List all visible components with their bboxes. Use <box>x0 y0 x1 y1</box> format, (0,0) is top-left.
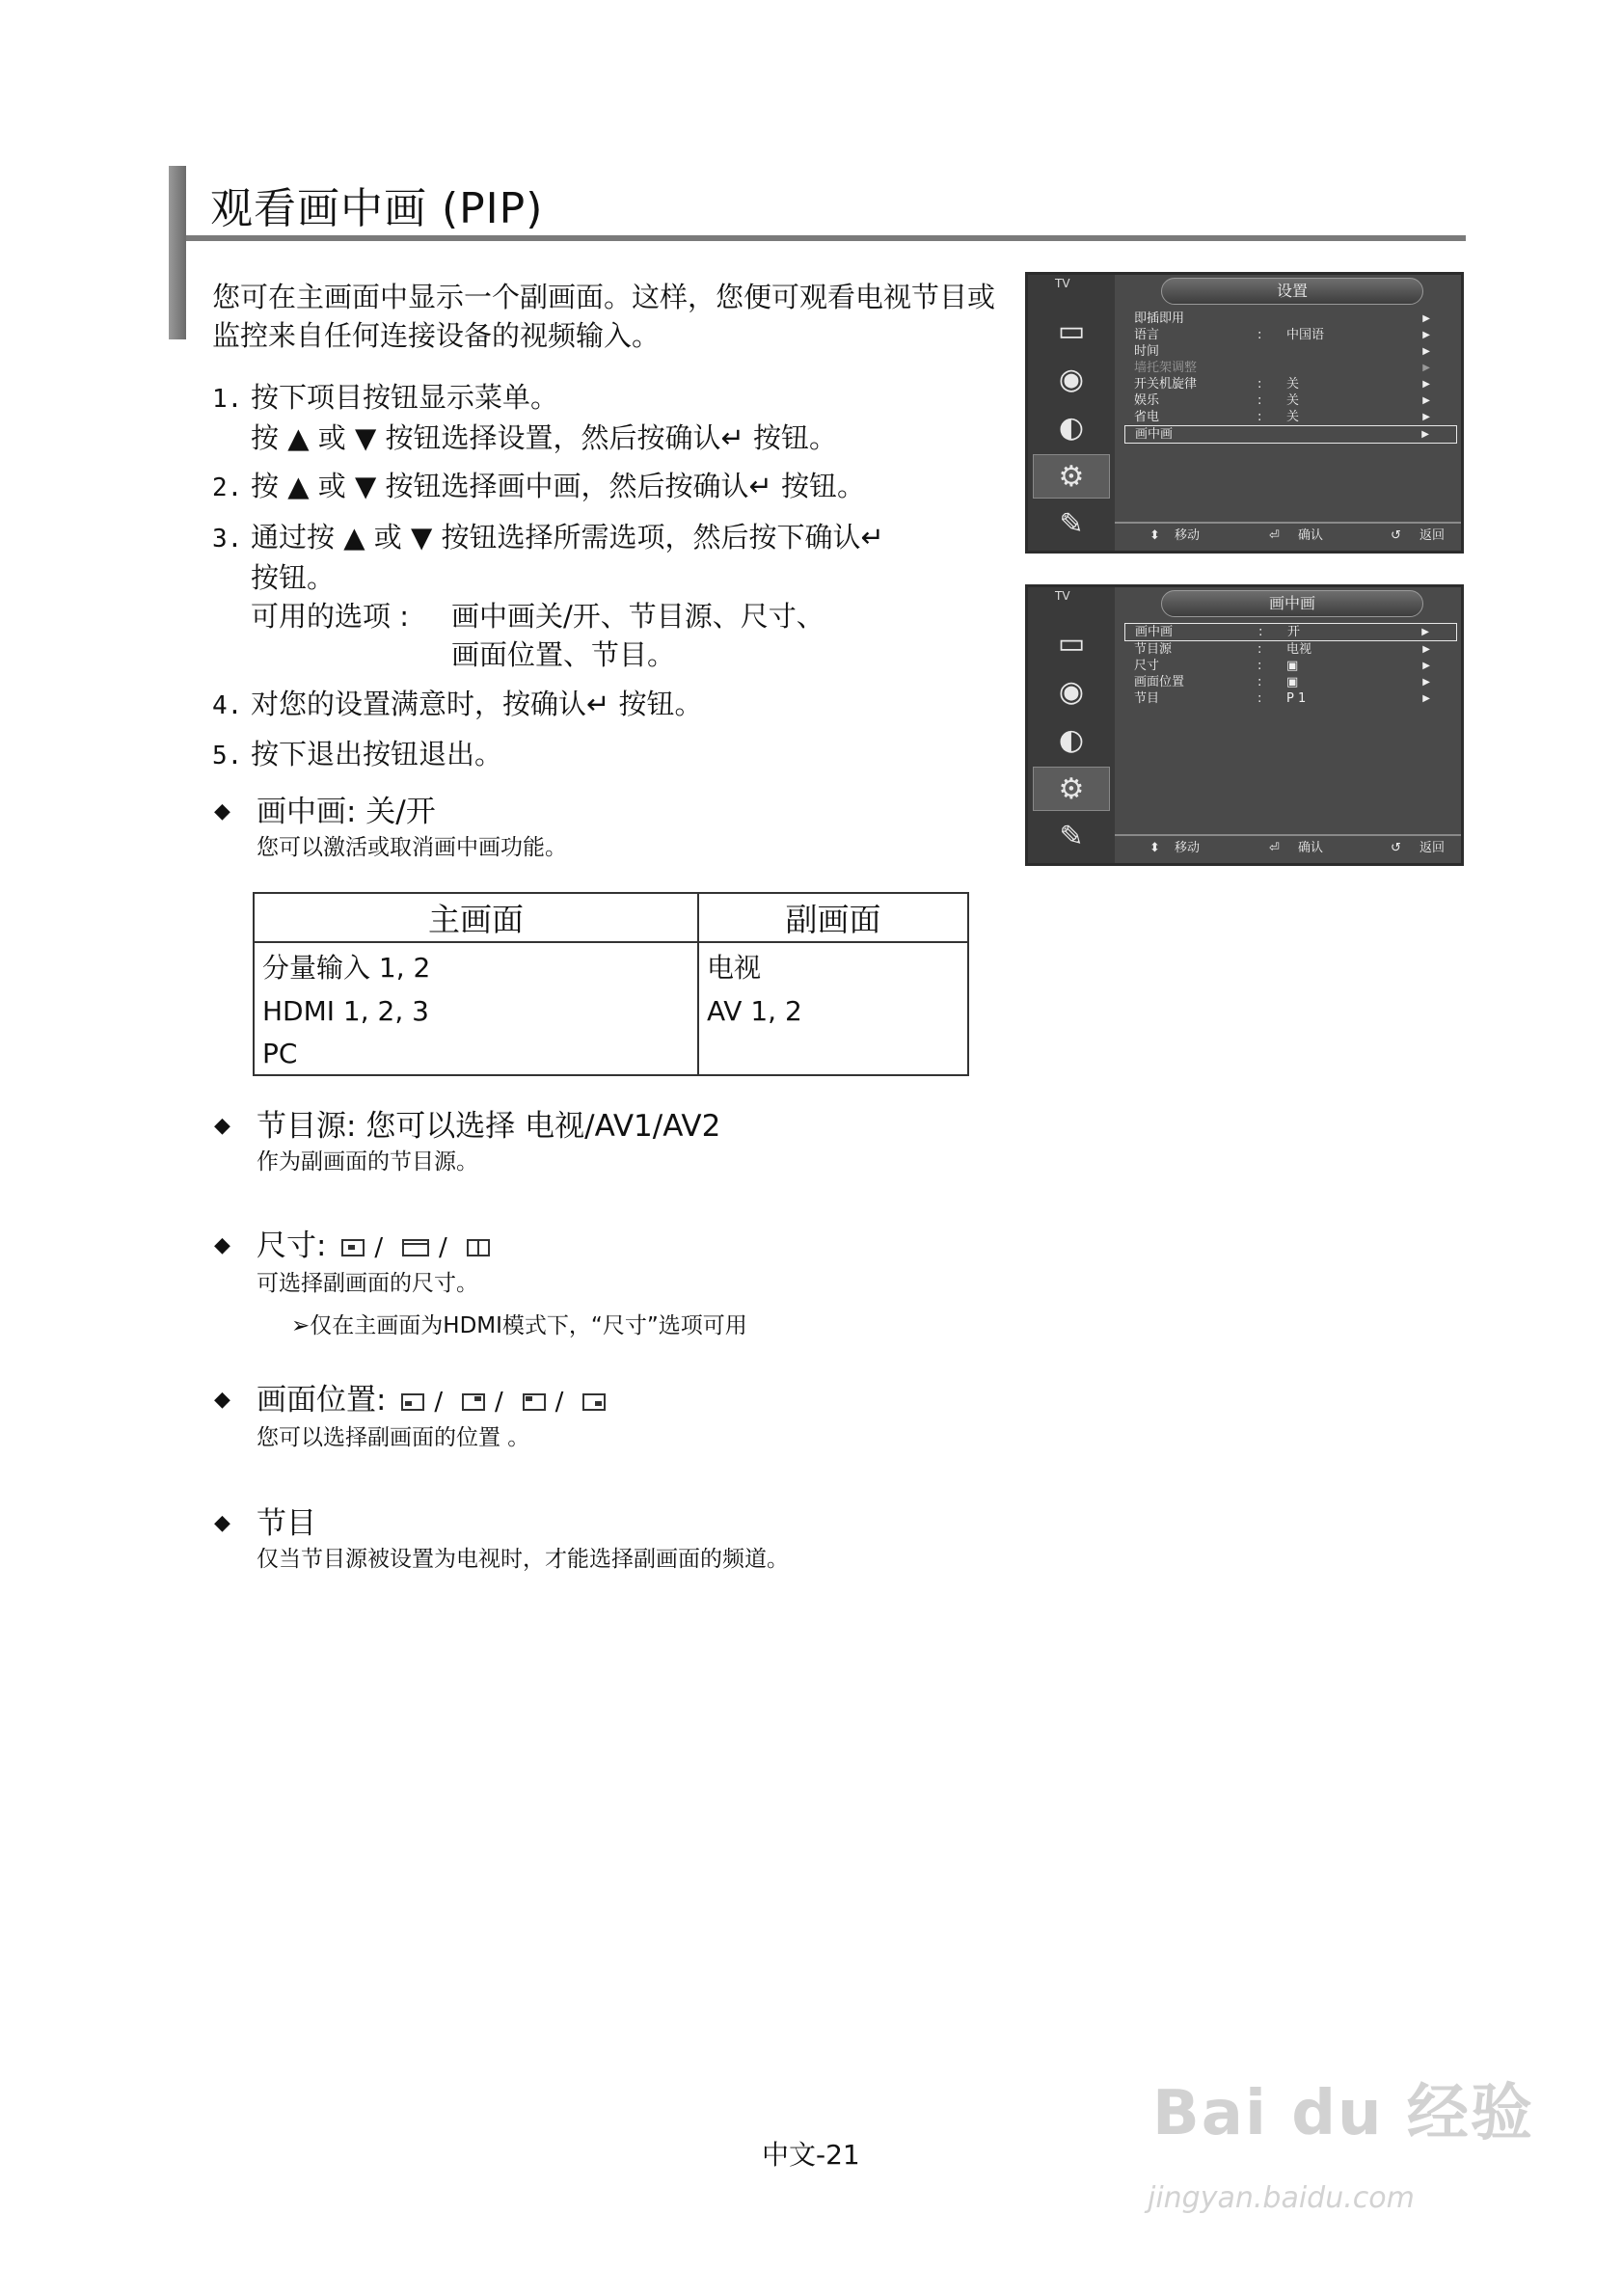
picture-icon: ▭ <box>1057 627 1086 661</box>
available-options: 可用的选项 : 画中画关/开、节目源、尺寸、 画面位置、节目。 <box>251 600 825 671</box>
osd-row: 时间 ▶ <box>1134 344 1430 359</box>
table-cell: AV 1, 2 <box>698 989 968 1032</box>
table-row <box>254 1032 968 1075</box>
arrow-right-icon: ▶ <box>1422 313 1430 324</box>
osd-footer: ⬍ 移动 ⏎ 确认 ↺ 返回 <box>1115 834 1464 863</box>
osd-menu-list <box>1124 311 1457 444</box>
osd-setup-menu <box>1025 272 1464 554</box>
table-cell: PC <box>254 1032 698 1075</box>
arrow-right-icon: ▶ <box>1421 627 1429 637</box>
arrow-right-icon: ▶ <box>1422 644 1430 655</box>
osd-header: 画中画 <box>1161 590 1423 617</box>
osd-tv-label: TV <box>1055 277 1070 290</box>
osd-row: 墙托架调整 ▶ <box>1134 361 1430 375</box>
enter-icon: ⏎ <box>1269 528 1280 543</box>
size-split-icon <box>467 1239 490 1256</box>
osd-tv-label: TV <box>1055 589 1070 603</box>
step-2: 2. 按 ▲ 或 ▼ 按钮选择画中画，然后按确认↵ 按钮。 <box>212 470 865 502</box>
position-top-left-icon <box>523 1393 546 1411</box>
bullet-source: ◆ 节目源: 您可以选择 电视/AV1/AV2 作为副画面的节目源。 <box>214 1109 721 1175</box>
title-accent-bar <box>169 166 186 339</box>
bullet-size: ◆ 尺寸: / / 可选择副画面的尺寸。 ➢仅在主画面为HDMI模式下，“尺寸”选项可用 <box>214 1229 747 1338</box>
osd-row-selected: 画中画 ▶ <box>1124 425 1457 444</box>
bullet-channel: ◆ 节目 仅当节目源被设置为电视时，才能选择副画面的频道。 <box>214 1506 789 1572</box>
table-row <box>254 942 968 989</box>
osd-pip-menu <box>1025 584 1464 866</box>
table-header: 主画面 <box>254 893 698 942</box>
arrow-right-icon: ▶ <box>1422 677 1430 688</box>
size-medium-icon <box>402 1239 429 1256</box>
updown-icon: ⬍ <box>1149 841 1160 855</box>
sound-icon: ◉ <box>1058 675 1085 709</box>
intro-text: 您可在主画面中显示一个副画面。这样，您便可观看电视节目或监控来自任何连接设备的视频输入。 <box>212 281 996 352</box>
watermark-url: jingyan.baidu.com <box>1148 2181 1415 2215</box>
size-small-icon <box>341 1239 365 1256</box>
diamond-icon: ◆ <box>214 1114 230 1138</box>
channel-icon: ◐ <box>1058 723 1085 757</box>
watermark-logo: Bai du 经验 <box>1152 2078 1534 2149</box>
diamond-icon: ◆ <box>214 799 230 824</box>
osd-row: 语言 : 中国语 ▶ <box>1134 328 1430 342</box>
position-bottom-left-icon <box>401 1393 424 1411</box>
diamond-icon: ◆ <box>214 1233 230 1257</box>
bullet-pip: ◆ 画中画: 关/开 您可以激活或取消画中画功能。 <box>214 795 567 860</box>
osd-row: 画面位置 : ▣ ▶ <box>1134 675 1430 689</box>
arrow-right-icon: ▶ <box>1422 346 1430 357</box>
arrow-right-icon: ▶ <box>1422 693 1430 704</box>
setup-gear-icon: ⚙ <box>1033 767 1110 811</box>
osd-row: 开关机旋律 : 关 ▶ <box>1134 377 1430 392</box>
step-5: 5. 按下退出按钮退出。 <box>212 738 503 770</box>
step-1: 1. 按下项目按钮显示菜单。 按 ▲ 或 ▼ 按钮选择设置，然后按确认↵ 按钮。 <box>212 381 837 454</box>
osd-menu-list <box>1124 623 1457 707</box>
diamond-icon: ◆ <box>214 1388 230 1412</box>
table-cell: 分量输入 1, 2 <box>254 942 698 989</box>
updown-icon: ⬍ <box>1149 528 1160 543</box>
table-cell: HDMI 1, 2, 3 <box>254 989 698 1032</box>
input-icon: ✎ <box>1059 507 1084 541</box>
table-header: 副画面 <box>698 893 968 942</box>
channel-icon: ◐ <box>1058 411 1085 445</box>
arrow-right-icon: ▶ <box>1421 429 1429 440</box>
position-bottom-right-icon <box>582 1393 606 1411</box>
arrow-right-icon: ▶ <box>1422 330 1430 340</box>
page-title: 观看画中画 (PIP) <box>210 184 544 233</box>
osd-header: 设置 <box>1161 278 1423 305</box>
osd-footer: ⬍ 移动 ⏎ 确认 ↺ 返回 <box>1115 522 1464 551</box>
table-cell: 电视 <box>698 942 968 989</box>
picture-icon: ▭ <box>1057 314 1086 348</box>
osd-row: 节目 : P 1 ▶ <box>1134 691 1430 706</box>
step-3: 3. 通过按 ▲ 或 ▼ 按钮选择所需选项，然后按下确认↵ 按钮。 可用的选项 : 画中画关/开、节目源、尺寸、 画面位置、节目。 <box>212 518 884 674</box>
table-row <box>254 989 968 1032</box>
position-top-right-icon <box>462 1393 485 1411</box>
arrow-right-icon: ▶ <box>1422 395 1430 406</box>
arrow-right-icon: ▶ <box>1422 363 1430 373</box>
osd-row: 节目源 : 电视 ▶ <box>1134 642 1430 657</box>
page-number: 中文-21 <box>762 2139 860 2171</box>
enter-icon: ⏎ <box>1269 841 1280 855</box>
title-rule <box>186 235 1466 241</box>
osd-row: 娱乐 : 关 ▶ <box>1134 393 1430 408</box>
sound-icon: ◉ <box>1058 363 1085 396</box>
return-icon: ↺ <box>1391 841 1401 855</box>
osd-row: 即插即用 ▶ <box>1134 311 1430 326</box>
arrow-right-icon: ▶ <box>1422 412 1430 422</box>
bullet-position: ◆ 画面位置: / / / 您可以选择副画面的位置 。 <box>214 1381 611 1454</box>
osd-row: 省电 : 关 ▶ <box>1134 410 1430 424</box>
table-cell <box>698 1032 968 1075</box>
diamond-icon: ◆ <box>214 1511 230 1535</box>
pip-source-table <box>253 892 969 1076</box>
osd-row: 尺寸 : ▣ ▶ <box>1134 659 1430 673</box>
setup-gear-icon: ⚙ <box>1033 454 1110 499</box>
step-4: 4. 对您的设置满意时，按确认↵ 按钮。 <box>212 688 703 720</box>
osd-row-selected: 画中画 : 开 ▶ <box>1124 623 1457 641</box>
arrow-right-icon: ▶ <box>1422 379 1430 390</box>
return-icon: ↺ <box>1391 528 1401 543</box>
input-icon: ✎ <box>1059 820 1084 853</box>
arrow-right-icon: ▶ <box>1422 661 1430 671</box>
